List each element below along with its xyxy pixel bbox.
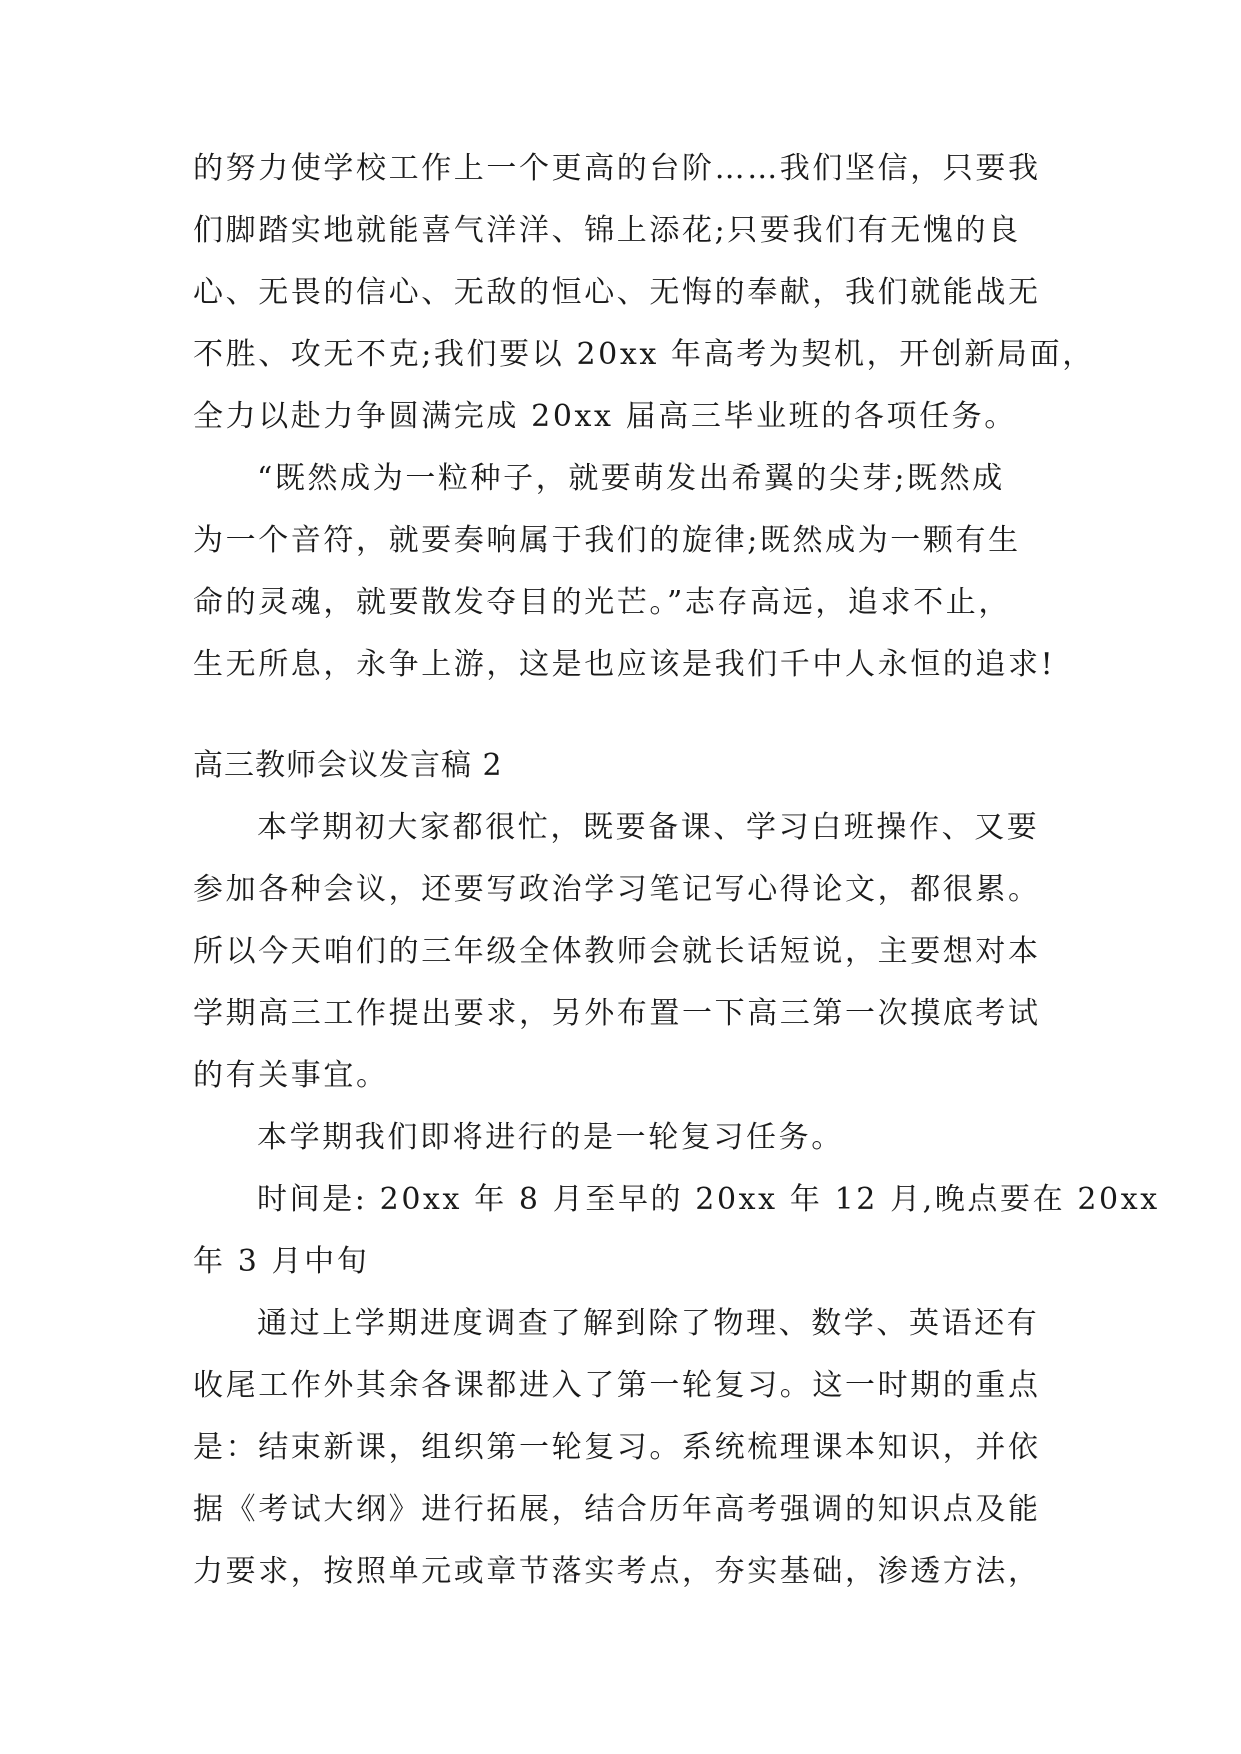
paragraph-line: 的努力使学校工作上一个更高的台阶……我们坚信，只要我 (193, 151, 1041, 186)
paragraph-line: 是：结束新课，组织第一轮复习。系统梳理课本知识，并依 (193, 1430, 1041, 1465)
paragraph-line: 学期高三工作提出要求，另外布置一下高三第一次摸底考试 (193, 996, 1041, 1031)
paragraph-line: 的有关事宜。 (193, 1058, 389, 1093)
paragraph-line: 心、无畏的信心、无敌的恒心、无悔的奉献，我们就能战无 (193, 275, 1041, 310)
quote-line: 为一个音符，就要奏响属于我们的旋律;既然成为一颗有生 (193, 523, 1021, 558)
paragraph-line: 本学期我们即将进行的是一轮复习任务。 (257, 1120, 844, 1155)
paragraph-line: 通过上学期进度调查了解到除了物理、数学、英语还有 (257, 1306, 1040, 1341)
paragraph-line: 参加各种会议，还要写政治学习笔记写心得论文，都很累。 (193, 872, 1041, 907)
paragraph-line: 时间是: 20xx 年 8 月至早的 20xx 年 12 月,晚点要在 20xx (257, 1182, 1160, 1217)
paragraph-line: 生无所息，永争上游，这是也应该是我们千中人永恒的追求! (193, 647, 1056, 682)
paragraph-line: 收尾工作外其余各课都进入了第一轮复习。这一时期的重点 (193, 1368, 1041, 1403)
paragraph-line: 所以今天咱们的三年级全体教师会就长话短说，主要想对本 (193, 934, 1041, 969)
paragraph-line: 全力以赴力争圆满完成 20xx 届高三毕业班的各项任务。 (193, 399, 1017, 434)
paragraph-line: 不胜、攻无不克;我们要以 20xx 年高考为契机，开创新局面， (193, 337, 1095, 372)
paragraph-line: 本学期初大家都很忙，既要备课、学习白班操作、又要 (257, 810, 1040, 845)
paragraph-line: 力要求，按照单元或章节落实考点，夯实基础，渗透方法， (193, 1554, 1041, 1589)
quote-line: 命的灵魂，就要散发夺目的光芒。”志存高远，追求不止， (193, 585, 1011, 620)
paragraph-line: 们脚踏实地就能喜气洋洋、锦上添花;只要我们有无愧的良 (193, 213, 1021, 248)
section-heading: 高三教师会议发言稿 2 (193, 748, 503, 783)
paragraph-line: 年 3 月中旬 (193, 1244, 370, 1279)
quote-line: “既然成为一粒种子，就要萌发出希翼的尖芽;既然成 (257, 461, 1005, 496)
paragraph-line: 据《考试大纲》进行拓展，结合历年高考强调的知识点及能 (193, 1492, 1041, 1527)
